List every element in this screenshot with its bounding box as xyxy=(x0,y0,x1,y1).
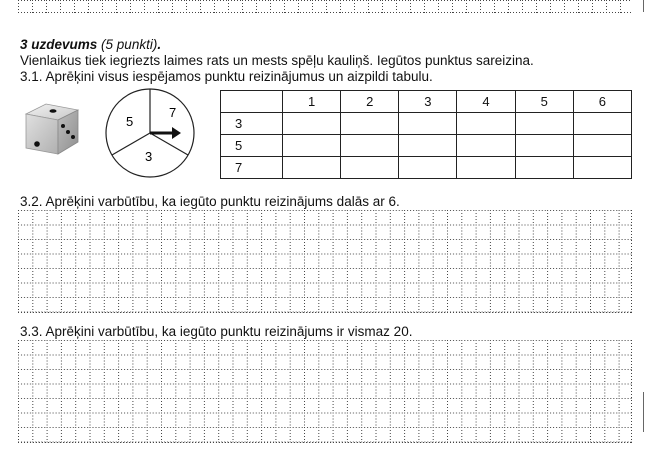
table-answer-cell[interactable] xyxy=(573,135,631,157)
table-answer-cell[interactable] xyxy=(457,113,515,135)
table-row-header: 5 xyxy=(221,135,283,157)
question-3-1: 3.1. Aprēķini visus iespējamos punktu reizinājumus un aizpildi tabulu. xyxy=(20,69,433,84)
table-row xyxy=(221,135,632,157)
table-answer-cell[interactable] xyxy=(515,113,573,135)
table-answer-cell[interactable] xyxy=(341,113,399,135)
table-col-header: 1 xyxy=(283,91,341,113)
table-answer-cell[interactable] xyxy=(341,157,399,179)
table-answer-cell[interactable] xyxy=(573,157,631,179)
table-row-header: 7 xyxy=(221,157,283,179)
product-table xyxy=(220,90,632,179)
table-answer-cell[interactable] xyxy=(457,135,515,157)
table-row xyxy=(221,113,632,135)
table-answer-cell[interactable] xyxy=(283,113,341,135)
table-answer-cell[interactable] xyxy=(283,135,341,157)
table-row-header: 3 xyxy=(221,113,283,135)
margin-rule xyxy=(643,0,644,12)
margin-rule xyxy=(643,392,644,432)
table-col-header: 6 xyxy=(573,91,631,113)
answer-grid-3-2[interactable] xyxy=(18,210,632,313)
table-answer-cell[interactable] xyxy=(515,135,573,157)
table-col-header: 3 xyxy=(399,91,457,113)
table-row xyxy=(221,157,632,179)
table-answer-cell[interactable] xyxy=(515,157,573,179)
wheel-of-fortune xyxy=(102,86,198,180)
table-answer-cell[interactable] xyxy=(399,157,457,179)
task-points: (5 punkti) xyxy=(101,37,158,52)
table-col-header: 2 xyxy=(341,91,399,113)
table-corner-cell xyxy=(221,91,283,113)
task-title-label: 3 uzdevums xyxy=(20,37,98,52)
table-answer-cell[interactable] xyxy=(283,157,341,179)
table-col-header: 4 xyxy=(457,91,515,113)
question-3-2: 3.2. Aprēķini varbūtību, ka iegūto punktu reizinājums dalās ar 6. xyxy=(20,194,400,209)
wheel-sector-label: 7 xyxy=(169,105,177,120)
answer-grid-3-3[interactable] xyxy=(18,340,632,443)
table-answer-cell[interactable] xyxy=(399,135,457,157)
wheel-sector-label: 3 xyxy=(145,149,153,164)
answer-grid-3-2-pattern xyxy=(18,210,632,313)
question-3-3: 3.3. Aprēķini varbūtību, ka iegūto punktu reizinājums ir vismaz 20. xyxy=(20,324,413,339)
wheel-sector-label: 5 xyxy=(126,114,134,129)
task-title: 3 uzdevums (5 punkti). xyxy=(20,37,162,52)
table-answer-cell[interactable] xyxy=(457,157,515,179)
dice-icon xyxy=(22,100,82,158)
table-answer-cell[interactable] xyxy=(399,113,457,135)
answer-grid-3-3-pattern xyxy=(18,340,632,443)
answer-grid-top-pattern xyxy=(18,0,632,13)
table-row xyxy=(221,91,632,113)
table-col-header: 5 xyxy=(515,91,573,113)
table-answer-cell[interactable] xyxy=(573,113,631,135)
task-intro: Vienlaikus tiek iegriezts laimes rats un mests spēļu kauliņš. Iegūtos punktus sareizina. xyxy=(20,53,534,68)
answer-grid-top xyxy=(18,0,632,13)
table-answer-cell[interactable] xyxy=(341,135,399,157)
